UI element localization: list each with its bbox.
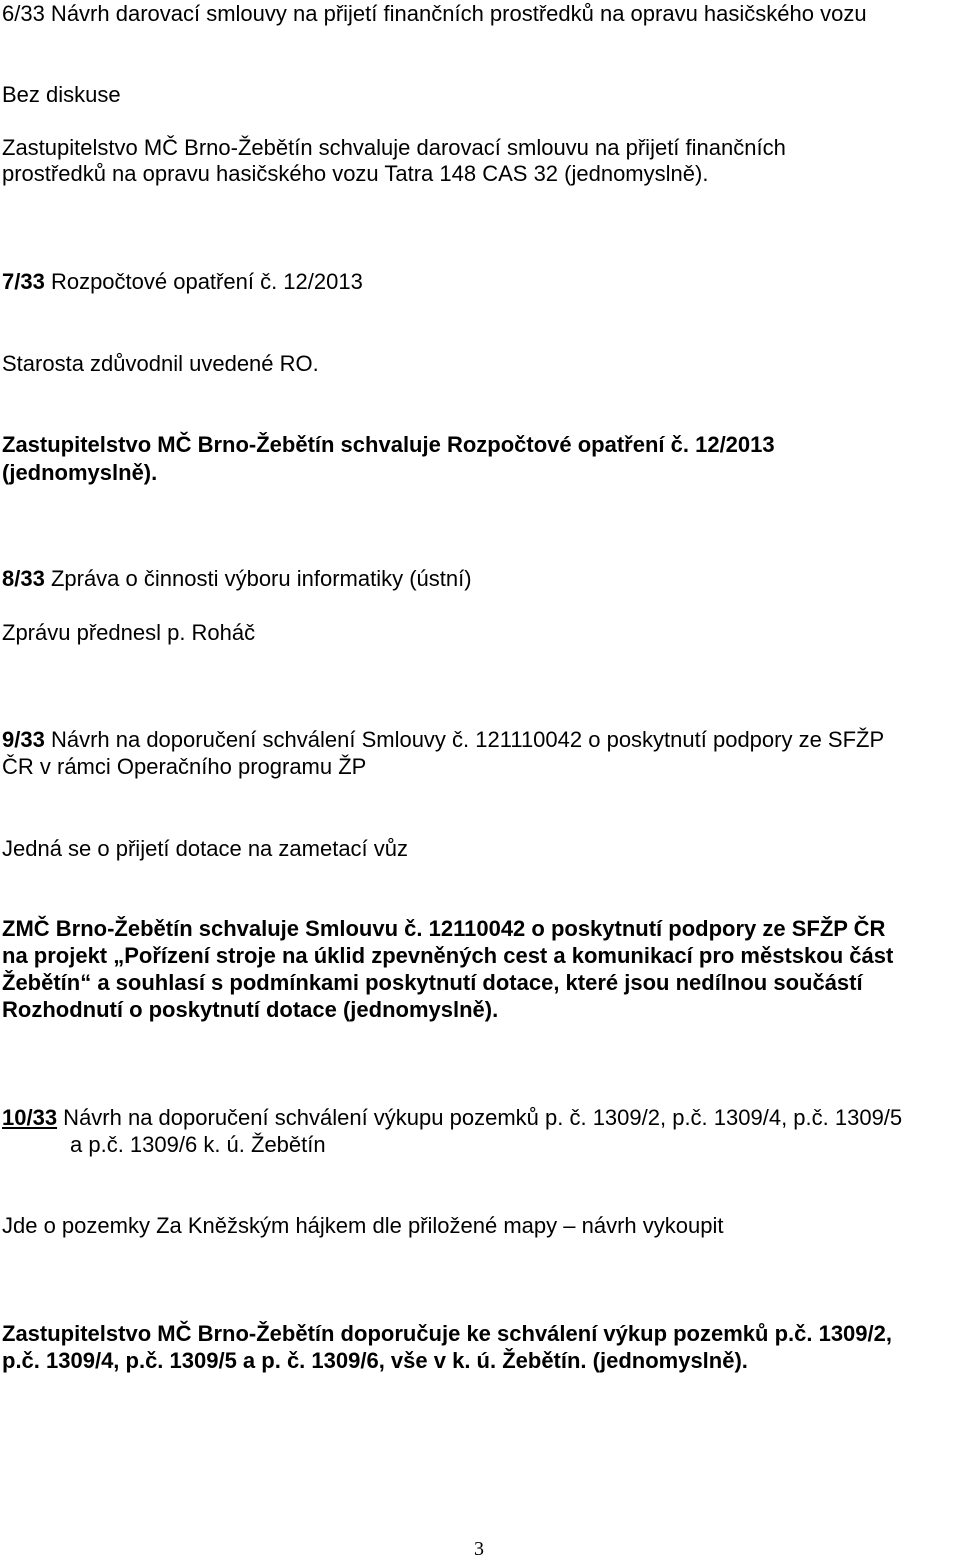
item9-resolution-line4: Rozhodnutí o poskytnutí dotace (jednomyslně). [2,997,499,1022]
item7-resolution-line1: Zastupitelstvo MČ Brno-Žebětín schvaluje Rozpočtové opatření č. 12/2013 [2,432,775,457]
item10-resolution-line2: p.č. 1309/4, p.č. 1309/5 a p. č. 1309/6, vše v k. ú. Žebětín. (jednomyslně). [2,1348,748,1373]
item6-resolution-line2: prostředků na opravu hasičského vozu Tatra 148 CAS 32 (jednomyslně). [2,161,709,186]
item10-heading-line1 [2,1104,902,1132]
item9-resolution-line1: ZMČ Brno-Žebětín schvaluje Smlouvu č. 12110042 o poskytnutí podpory ze SFŽP ČR [2,916,886,941]
item9-resolution-line2: na projekt „Pořízení stroje na úklid zpevněných cest a komunikací pro městskou část [2,943,894,968]
item6-title: 6/33 Návrh darovací smlouvy na přijetí finančních prostředků na opravu hasičského vozu [2,1,867,26]
item8-number: 8/33 [2,566,45,591]
item9-resolution-line3: Žebětín“ a souhlasí s podmínkami poskytnutí dotace, které jsou nedílnou součástí [2,970,863,995]
item6-note: Bez diskuse [2,82,121,107]
item10-title-line1: Návrh na doporučení schválení výkupu pozemků p. č. 1309/2, p.č. 1309/4, p.č. 1309/5 [57,1105,903,1130]
item9-heading-line1 [2,726,884,754]
item10-title-line2: a p.č. 1309/6 k. ú. Žebětín [70,1132,326,1157]
item9-title-line2: ČR v rámci Operačního programu ŽP [2,754,367,779]
item7-number: 7/33 [2,269,45,294]
item10-note: Jde o pozemky Za Kněžským hájkem dle přiložené mapy – návrh vykoupit [2,1213,724,1238]
item7-note: Starosta zdůvodnil uvedené RO. [2,351,319,376]
item9-title-line1: Návrh na doporučení schválení Smlouvy č. 121110042 o poskytnutí podpory ze SFŽP [44,727,885,752]
item8-heading [2,565,472,593]
item8-note: Zprávu přednesl p. Roháč [2,620,256,645]
item7-title: Rozpočtové opatření č. 12/2013 [44,269,363,294]
item10-number: 10/33 [2,1105,58,1130]
item10-resolution-line1: Zastupitelstvo MČ Brno-Žebětín doporučuje ke schválení výkup pozemků p.č. 1309/2, [2,1321,892,1346]
page-number: 3 [474,1538,484,1560]
item9-number: 9/33 [2,727,45,752]
item6-resolution-line1: Zastupitelstvo MČ Brno-Žebětín schvaluje darovací smlouvu na přijetí finančních [2,135,786,160]
item9-note: Jedná se o přijetí dotace na zametací vůz [2,836,409,861]
item8-title: Zpráva o činnosti výboru informatiky (ústní) [44,566,472,591]
item7-resolution-line2: (jednomyslně). [2,460,158,485]
item7-heading [2,268,363,296]
